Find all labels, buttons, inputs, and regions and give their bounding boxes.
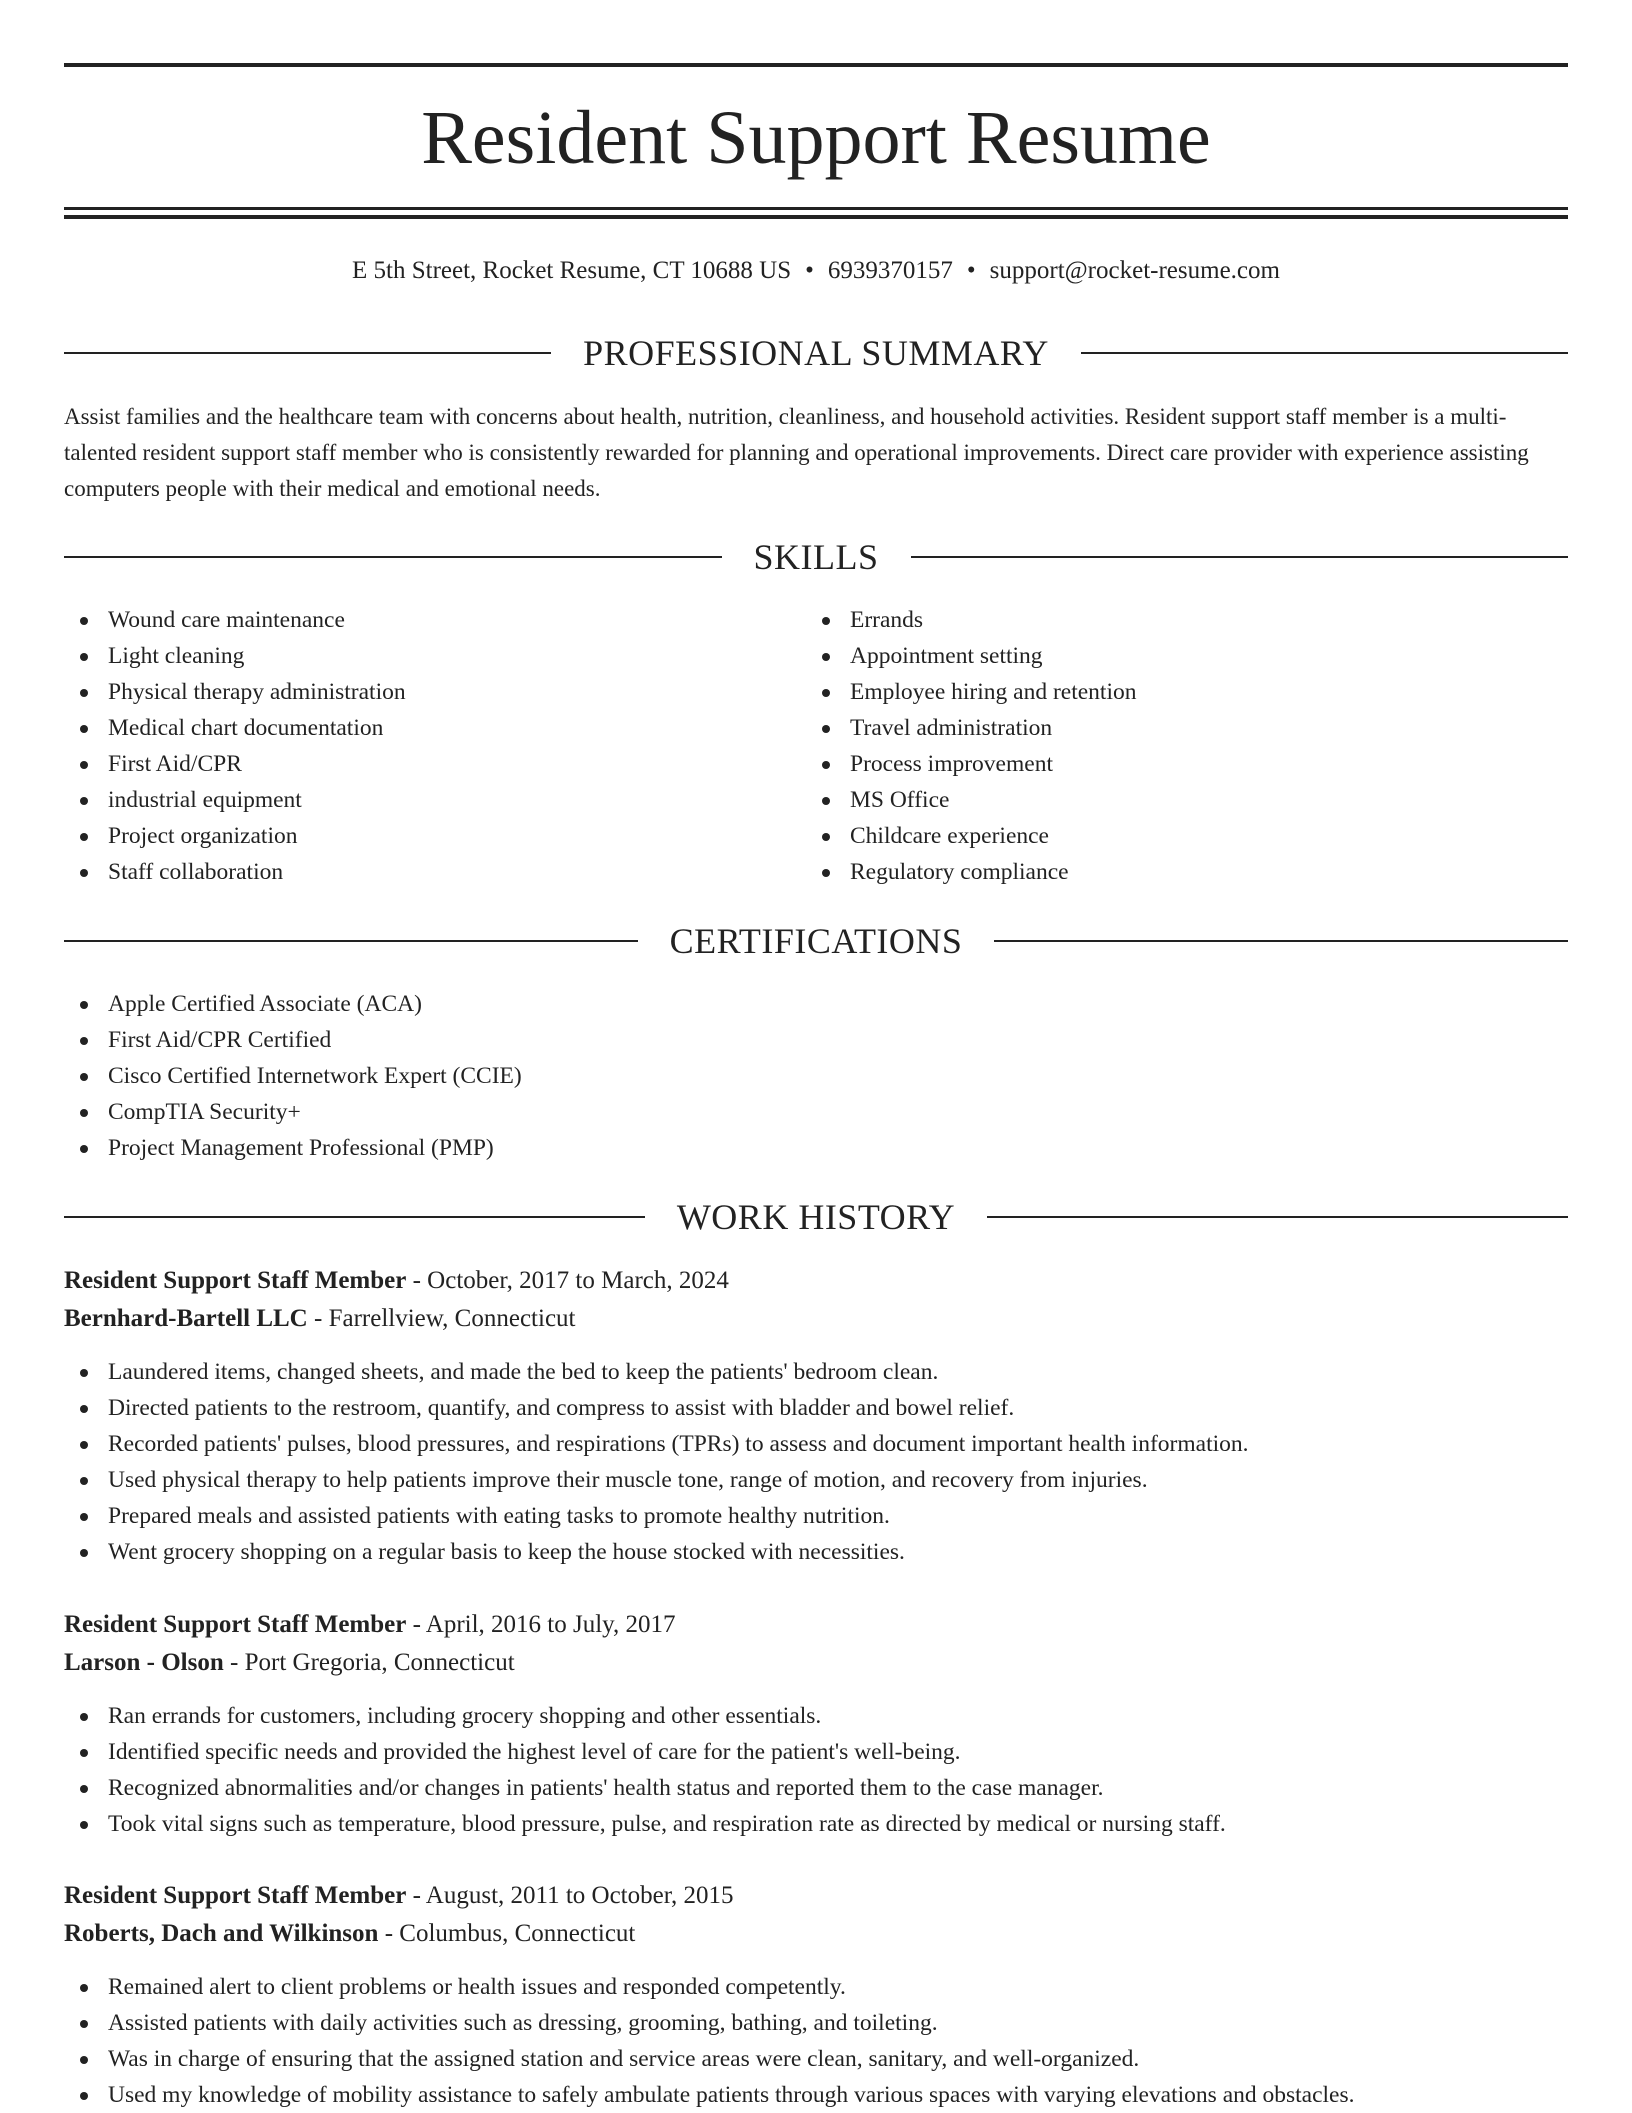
- section-label: PROFESSIONAL SUMMARY: [583, 333, 1049, 373]
- heading-rule-left: [64, 1216, 645, 1218]
- job-company: Bernhard-Bartell LLC: [64, 1305, 308, 1332]
- certifications-list: [64, 986, 522, 1166]
- job-location: - Farrellview, Connecticut: [307, 1305, 576, 1332]
- skill-item: industrial equipment: [64, 782, 406, 818]
- skill-item: Wound care maintenance: [64, 602, 406, 638]
- skills-list-left: [64, 602, 406, 890]
- section-label: CERTIFICATIONS: [669, 921, 963, 961]
- job-dates: - August, 2011 to October, 2015: [406, 1882, 734, 1909]
- job-duty-item: Used my knowledge of mobility assistance to safely ambulate patients through various spaces with varying elevations and obstacles.: [64, 2077, 1568, 2113]
- title-double-rule: [64, 207, 1568, 219]
- job-company: Roberts, Dach and Wilkinson: [64, 1920, 379, 1947]
- job-duties-list: [64, 1698, 1568, 1842]
- certification-item: CompTIA Security+: [64, 1094, 522, 1130]
- job-duties-list: [64, 1969, 1568, 2113]
- job-entry: [64, 1877, 1568, 2113]
- job-duty-item: Recognized abnormalities and/or changes in patients' health status and reported them to the case manager.: [64, 1770, 1568, 1806]
- contact-address: E 5th Street, Rocket Resume, CT 10688 US: [352, 257, 792, 284]
- skills-list-right: [806, 602, 1137, 890]
- job-title-line: [64, 1877, 1568, 1915]
- top-rule: [64, 63, 1568, 67]
- skill-item: Errands: [806, 602, 1137, 638]
- job-duty-item: Laundered items, changed sheets, and made the bed to keep the patients' bedroom clean.: [64, 1354, 1568, 1390]
- heading-rule-left: [64, 352, 551, 354]
- job-duty-item: Assisted patients with daily activities such as dressing, grooming, bathing, and toileting.: [64, 2005, 1568, 2041]
- section-heading-skills: [64, 535, 1568, 579]
- skill-item: Childcare experience: [806, 818, 1137, 854]
- contact-separator: •: [966, 257, 976, 284]
- certification-item: First Aid/CPR Certified: [64, 1022, 522, 1058]
- job-duty-item: Directed patients to the restroom, quantify, and compress to assist with bladder and bowel relief.: [64, 1390, 1568, 1426]
- section-label: WORK HISTORY: [676, 1197, 956, 1237]
- job-duty-item: Went grocery shopping on a regular basis to keep the house stocked with necessities.: [64, 1534, 1568, 1570]
- job-company-line: [64, 1300, 1568, 1338]
- contact-phone: 6939370157: [827, 257, 953, 284]
- skill-item: Process improvement: [806, 746, 1137, 782]
- job-duty-item: Ran errands for customers, including grocery shopping and other essentials.: [64, 1698, 1568, 1734]
- skill-item: Medical chart documentation: [64, 710, 406, 746]
- job-duty-item: Prepared meals and assisted patients with eating tasks to promote healthy nutrition.: [64, 1498, 1568, 1534]
- section-heading-work-history: [64, 1195, 1568, 1239]
- job-duty-item: Remained alert to client problems or health issues and responded competently.: [64, 1969, 1568, 2005]
- certification-item: Project Management Professional (PMP): [64, 1130, 522, 1166]
- skill-item: First Aid/CPR: [64, 746, 406, 782]
- certification-item: Cisco Certified Internetwork Expert (CCIE): [64, 1058, 522, 1094]
- skill-item: Project organization: [64, 818, 406, 854]
- section-heading-certifications: [64, 919, 1568, 963]
- job-dates: - April, 2016 to July, 2017: [406, 1611, 676, 1638]
- heading-rule-right: [994, 940, 1568, 942]
- heading-rule-right: [911, 556, 1569, 558]
- heading-rule-right: [1081, 352, 1568, 354]
- heading-rule-left: [64, 940, 638, 942]
- skill-item: Physical therapy administration: [64, 674, 406, 710]
- skill-item: MS Office: [806, 782, 1137, 818]
- job-title-line: [64, 1262, 1568, 1300]
- resume-title: Resident Support Resume: [421, 96, 1211, 180]
- job-location: - Columbus, Connecticut: [378, 1920, 636, 1947]
- contact-line: [64, 253, 1568, 289]
- job-company: Larson - Olson: [64, 1649, 224, 1676]
- job-duty-item: Was in charge of ensuring that the assigned station and service areas were clean, sanitary, and well-organized.: [64, 2041, 1568, 2077]
- job-location: - Port Gregoria, Connecticut: [223, 1649, 515, 1676]
- certification-item: Apple Certified Associate (ACA): [64, 986, 522, 1022]
- section-heading-summary: [64, 331, 1568, 375]
- job-title: Resident Support Staff Member: [64, 1267, 407, 1294]
- skill-item: Travel administration: [806, 710, 1137, 746]
- job-duty-item: Identified specific needs and provided the highest level of care for the patient's well-being.: [64, 1734, 1568, 1770]
- job-entry: [64, 1262, 1568, 1570]
- skill-item: Light cleaning: [64, 638, 406, 674]
- job-dates: - October, 2017 to March, 2024: [406, 1267, 729, 1294]
- skill-item: Employee hiring and retention: [806, 674, 1137, 710]
- job-company-line: [64, 1915, 1568, 1953]
- job-duty-item: Took vital signs such as temperature, blood pressure, pulse, and respiration rate as directed by medical or nursing staff.: [64, 1806, 1568, 1842]
- job-duty-item: Used physical therapy to help patients improve their muscle tone, range of motion, and recovery from injuries.: [64, 1462, 1568, 1498]
- contact-email: support@rocket-resume.com: [989, 257, 1280, 284]
- job-title: Resident Support Staff Member: [64, 1611, 407, 1638]
- contact-separator: •: [805, 257, 814, 284]
- section-label: SKILLS: [753, 537, 879, 577]
- skill-item: Staff collaboration: [64, 854, 406, 890]
- skill-item: Regulatory compliance: [806, 854, 1137, 890]
- job-entry: [64, 1606, 1568, 1842]
- job-duty-item: Recorded patients' pulses, blood pressures, and respirations (TPRs) to assess and document important health information.: [64, 1426, 1568, 1462]
- job-company-line: [64, 1644, 1568, 1682]
- job-duties-list: [64, 1354, 1568, 1570]
- skill-item: Appointment setting: [806, 638, 1137, 674]
- summary-text: Assist families and the healthcare team with concerns about health, nutrition, cleanliness, and household activities. Resident support staff member is a multi-talented resident support staff member who is consistently rewarded for planning and operational improvements. Direct care provider with experience assisting computers people with their medical and emotional needs.: [64, 404, 1529, 501]
- heading-rule-right: [987, 1216, 1568, 1218]
- heading-rule-left: [64, 556, 722, 558]
- job-title: Resident Support Staff Member: [64, 1882, 407, 1909]
- job-title-line: [64, 1606, 1568, 1644]
